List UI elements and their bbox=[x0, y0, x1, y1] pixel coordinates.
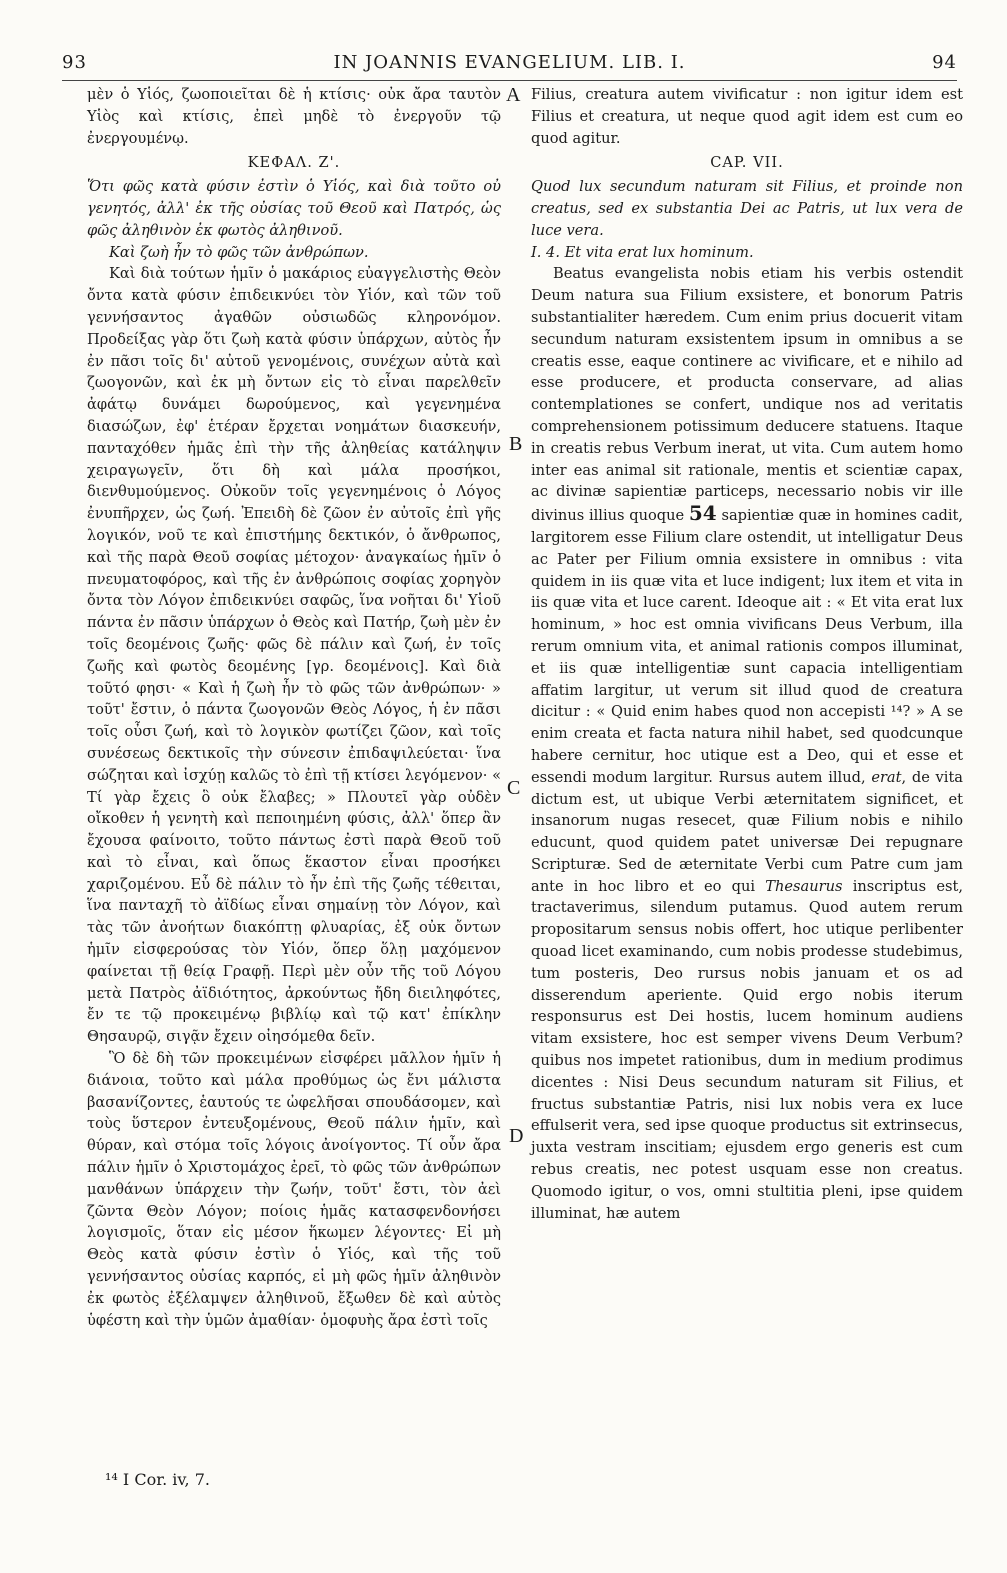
greek-intro-paragraph: μὲν ὁ Υἱός, ζωοποιεῖται δὲ ἡ κτίσις· οὐκ ἄρα ταυτὸν Υἱὸς καὶ κτίσις, ἐπεὶ μηδὲ τὸ ἐνεργοῦν τῷ ἐνεργουμένῳ. bbox=[87, 86, 501, 147]
margin-marker-b: B bbox=[509, 433, 523, 455]
latin-text-part-b: sapientiæ quæ in homines cadit, largitorem esse Filium clare ostendit, ut intelligatur Deus ac Pater per Filium omnia exsistere in omnibus : vita quidem in iis quæ vita et luce indigent; lux item et vita in iis quæ vita et luce carent. Ideoque ait : « Et vita erat lux hominum, » hoc est omnia vivificans Deus Verbum, illa rerum omnium vita, et animal rationis compos illuminat, et iis quæ intelligentiæ sunt capacia intelligentiam affatim largitur, ut verum sit illud quod de creatura dicitur : « Quid enim habes quod non accepisti ¹⁴? » A se enim creata et facta natura nihil habet, sed quodcunque habere cernitur, hoc utique est a Deo, qui et esse et essendi modum largitur. Rursus autem illud, bbox=[531, 507, 963, 786]
greek-column bbox=[87, 84, 501, 1331]
footnote: ¹⁴ I Cor. iv, 7. bbox=[105, 1470, 210, 1489]
greek-chapter-summary: Ὅτι φῶς κατὰ φύσιν ἐστὶν ὁ Υἱός, καὶ διὰ τοῦτο οὐ γενητός, ἀλλ' ἐκ τῆς οὐσίας τοῦ Θεοῦ καὶ Πατρός, ὡς φῶς ἀληθινὸν ἐκ φωτὸς ἀληθινοῦ. bbox=[87, 178, 501, 239]
column-number: 54 bbox=[688, 501, 717, 526]
margin-marker-d: D bbox=[509, 1125, 524, 1147]
latin-main-paragraph bbox=[531, 263, 963, 1224]
latin-text-part-c: , de vita dictum est, ut ubique Verbi æternitatem significet, et insanorum nugas resecet, quæ Filium nobis e nihilo educunt, quod quidem patet universæ Dei repugnare Scripturæ. Sed de æternitate Verbi cum Patre cum jam ante in hoc libro et eo qui bbox=[531, 768, 964, 895]
running-title: IN JOANNIS EVANGELIUM. LIB. I. bbox=[333, 52, 686, 73]
page-number-left: 93 bbox=[62, 52, 87, 73]
latin-word-thesaurus: Thesaurus bbox=[765, 877, 843, 895]
header-rule bbox=[62, 80, 957, 81]
latin-chapter-heading: CAP. VII. bbox=[710, 154, 784, 172]
greek-main-paragraph: Καὶ διὰ τούτων ἡμῖν ὁ μακάριος εὐαγγελιστὴς Θεὸν ὄντα κατὰ φύσιν ἐπιδεικνύει τὸν Υἱόν, καὶ τῶν τοῦ γεννήσαντος ἀγαθῶν οὐσιωδῶς κληρονόμον. Προδείξας γὰρ ὅτι ζωὴ κατὰ φύσιν ὑπάρχων, αὐτὸς ἦν ἐν πᾶσι τοῖς δι' αὐτοῦ γενομένοις, συνέχων αὐτὰ καὶ ζωογονῶν, καὶ ἐκ μὴ ὄντων εἰς τὸ εἶναι παρελθεῖν ἀφάτῳ δυνάμει δωρούμενος, καὶ γεγενημένα διασώζων, ἐφ' ἑτέραν ἔρχεται νοημάτων διασκευήν, πανταχόθεν ἡμᾶς ἐπὶ τὴν τῆς ἀληθείας κατάληψιν χειραγωγεῖν, ὅτι δὴ καὶ μάλα προσήκοι, διενθυμούμενος. Οὐκοῦν τοῖς γεγενημένοις ὁ Λόγος ἐνυπῆρχεν, ὡς ζωή. Ἐπειδὴ δὲ ζῶον ἐν αὐτοῖς ἐπὶ γῆς λογικόν, νοῦ τε καὶ ἐπιστήμης δεκτικόν, ὁ ἄνθρωπος, καὶ τῆς παρὰ Θεοῦ σοφίας μέτοχον· ἀναγκαίως ἡμῖν ὁ πνευματοφόρος, καὶ τῆς ἐν ἀνθρώποις σοφίας χορηγὸν ὄντα τὸν Λόγον ἐπιδεικνύει σαφῶς, ἵνα νοῆται δι' Υἱοῦ πάντα ἐν πᾶσιν ὑπάρχων ὁ Θεὸς καὶ Πατήρ, ζωὴ μὲν ἐν τοῖς δεομένοις ζωῆς· φῶς δὲ πάλιν καὶ ζωή, ἐν τοῖς ζωῆς καὶ φωτὸς δεομένης [γρ. δεομένοις]. Καὶ διὰ τοῦτό φησι· « Καὶ ἡ ζωὴ ἦν τὸ φῶς τῶν ἀνθρώπων· » τοῦτ' ἔστιν, ὁ πάντα ζωογονῶν Θεὸς Λόγος, ἡ ἐν πᾶσι τοῖς οὖσι ζωή, καὶ τὸ λογικὸν φωτίζει ζῶον, καὶ τοῖς συνέσεως δεκτικοῖς τὴν σύνεσιν ἐπιδαψιλεύεται· ἵνα σώζηται καὶ ἰσχύῃ καλῶς τὸ ἐπὶ τῇ κτίσει λεγόμενον· « Τί γὰρ ἔχεις ὃ οὐκ ἔλαβες; » Πλουτεῖ γὰρ οὐδὲν οἴκοθεν ἡ γενητὴ καὶ πεποιημένη φύσις, ἀλλ' ὅπερ ἂν ἔχουσα φαίνοιτο, τοῦτο πάντως ἐστὶ παρὰ Θεοῦ τοῦ καὶ τὸ εἶναι, καὶ ὅπως ἕκαστον εἶναι προσήκει χαριζομένου. Εὖ δὲ πάλιν τὸ ἦν ἐπὶ τῆς ζωῆς τέθειται, ἵνα πανταχῆ τὸ ἀϊδίως εἶναι σημαίνῃ τὸν Λόγον, καὶ τὰς τῶν ἀνοήτων διακόπτῃ φλυαρίας, ἐξ οὐκ ὄντων ἡμῖν εἰσφερούσας τὸν Υἱόν, ὅπερ ὅλῃ μαχόμενον φαίνεται τῇ θείᾳ Γραφῇ. Περὶ μὲν οὖν τῆς τοῦ Λόγου μετὰ Πατρὸς ἀϊδιότητος, ἀρκούντως ἤδη διειληφότες, ἔν τε τῷ προκειμένῳ βιβλίῳ καὶ τῷ κατ' ἐπίκλην Θησαυρῷ, σιγᾷν ἔχειν οἰησόμεθα δεῖν. bbox=[87, 265, 501, 1046]
latin-word-erat: erat bbox=[871, 768, 902, 786]
latin-chapter-summary: Quod lux secundum naturam sit Filius, et proinde non creatus, sed ex substantia Dei ac Patris, ut lux vera de luce vera. bbox=[531, 178, 963, 239]
page-header bbox=[62, 52, 957, 78]
latin-column bbox=[531, 84, 963, 1224]
page-number-right: 94 bbox=[932, 52, 957, 73]
latin-intro-paragraph: Filius, creatura autem vivificatur : non igitur idem est Filius et creatura, ut neque quod agit idem est cum eo quod agitur. bbox=[531, 86, 963, 147]
margin-marker-a: A bbox=[506, 84, 521, 106]
greek-second-paragraph: Ὃ δὲ δὴ τῶν προκειμένων εἰσφέρει μᾶλλον ἡμῖν ἡ διάνοια, τοῦτο καὶ μάλα προθύμως ὡς ἔνι μάλιστα βασανίζοντες, ἑαυτούς τε ὠφελῆσαι σπουδάσομεν, καὶ τοὺς ὕστερον ἐντευξομένους, Θεοῦ πάλιν ἡμῖν, καὶ θύραν, καὶ στόμα τοῖς λόγοις ἀνοίγοντος. Τί οὖν ἄρα πάλιν ἡμῖν ὁ Χριστομάχος ἐρεῖ, τὸ φῶς τῶν ἀνθρώπων μανθάνων ὑπάρχειν τὴν ζωήν, τοῦτ' ἔστι, τὸν ἀεὶ ζῶντα Θεὸν Λόγον; ποίοις ἡμᾶς κατασφενδονήσει λογισμοῖς, ὅταν εἰς μέσον ἥκωμεν λέγοντες· Εἰ μὴ Θεὸς κατὰ φύσιν ἐστὶν ὁ Υἱός, καὶ τῆς τοῦ γεννήσαντος οὐσίας καρπός, εἰ μὴ φῶς ἡμῖν ἀληθινὸν ἐκ φωτὸς ἐξέλαμψεν ἀληθινοῦ, ἔξωθεν δὲ καὶ αὐτὸς ὑφέστη καὶ τὴν ὑμῶν ἀμαθίαν· ὁμοφυὴς ἄρα ἐστὶ τοῖς bbox=[87, 1050, 501, 1329]
margin-marker-c: C bbox=[507, 777, 521, 799]
greek-chapter-heading: ΚΕΦΑΛ. Ζ'. bbox=[247, 154, 341, 172]
greek-lemma: Καὶ ζωὴ ἦν τὸ φῶς τῶν ἀνθρώπων. bbox=[109, 243, 369, 261]
latin-lemma: I. 4. Et vita erat lux hominum. bbox=[531, 243, 754, 261]
latin-text-part-d: inscriptus est, tractaverimus, silendum putamus. Quod autem rerum propositarum sensus nobis offert, hoc utique perlibenter quoad licet examinando, cum nobis prodesse studebimus, tum posteris, Deo rursus nobis januam et os ad disserendum aperiente. Quid ergo nobis iterum responsurus est Dei hostis, lucem hominum audiens vitam exsistere, hoc est semper vivens Deum Verbum? quibus nos impetet rationibus, dum in medium prodimus dicentes : Nisi Deus secundum naturam sit Filius, et fructus substantiæ Patris, nisi lux nobis vera ex luce effulserit vera, sed ipse quoque productus sit extrinsecus, juxta vestram inscitiam; ejusdem ergo generis est cum rebus creatis, nec potest usquam esse non creatus. Quomodo igitur, o vos, omni stultitia pleni, ipse quidem illuminat, hæ autem bbox=[531, 877, 964, 1222]
latin-text-part-a: Beatus evangelista nobis etiam his verbis ostendit Deum natura sua Filium exsistere, et bonorum Patris substantialiter hæredem. Cum enim prius docuerit vitam secundum naturam exsistentem ipsum in omnibus a se creatis esse, eaque continere ac vivificare, et e nihilo ad esse producere, et producta conservare, ad alias contemplationes se confert, undique nos ad veritatis comprehensionem potissimum deducere statuens. Itaque in creatis rebus Verbum inerat, ut vita. Cum autem homo inter eas animal sit rationale, mentis et scientiæ capax, ac divinæ sapientiæ particeps, necessario nobis vir ille divinus illius quoque bbox=[531, 265, 963, 525]
